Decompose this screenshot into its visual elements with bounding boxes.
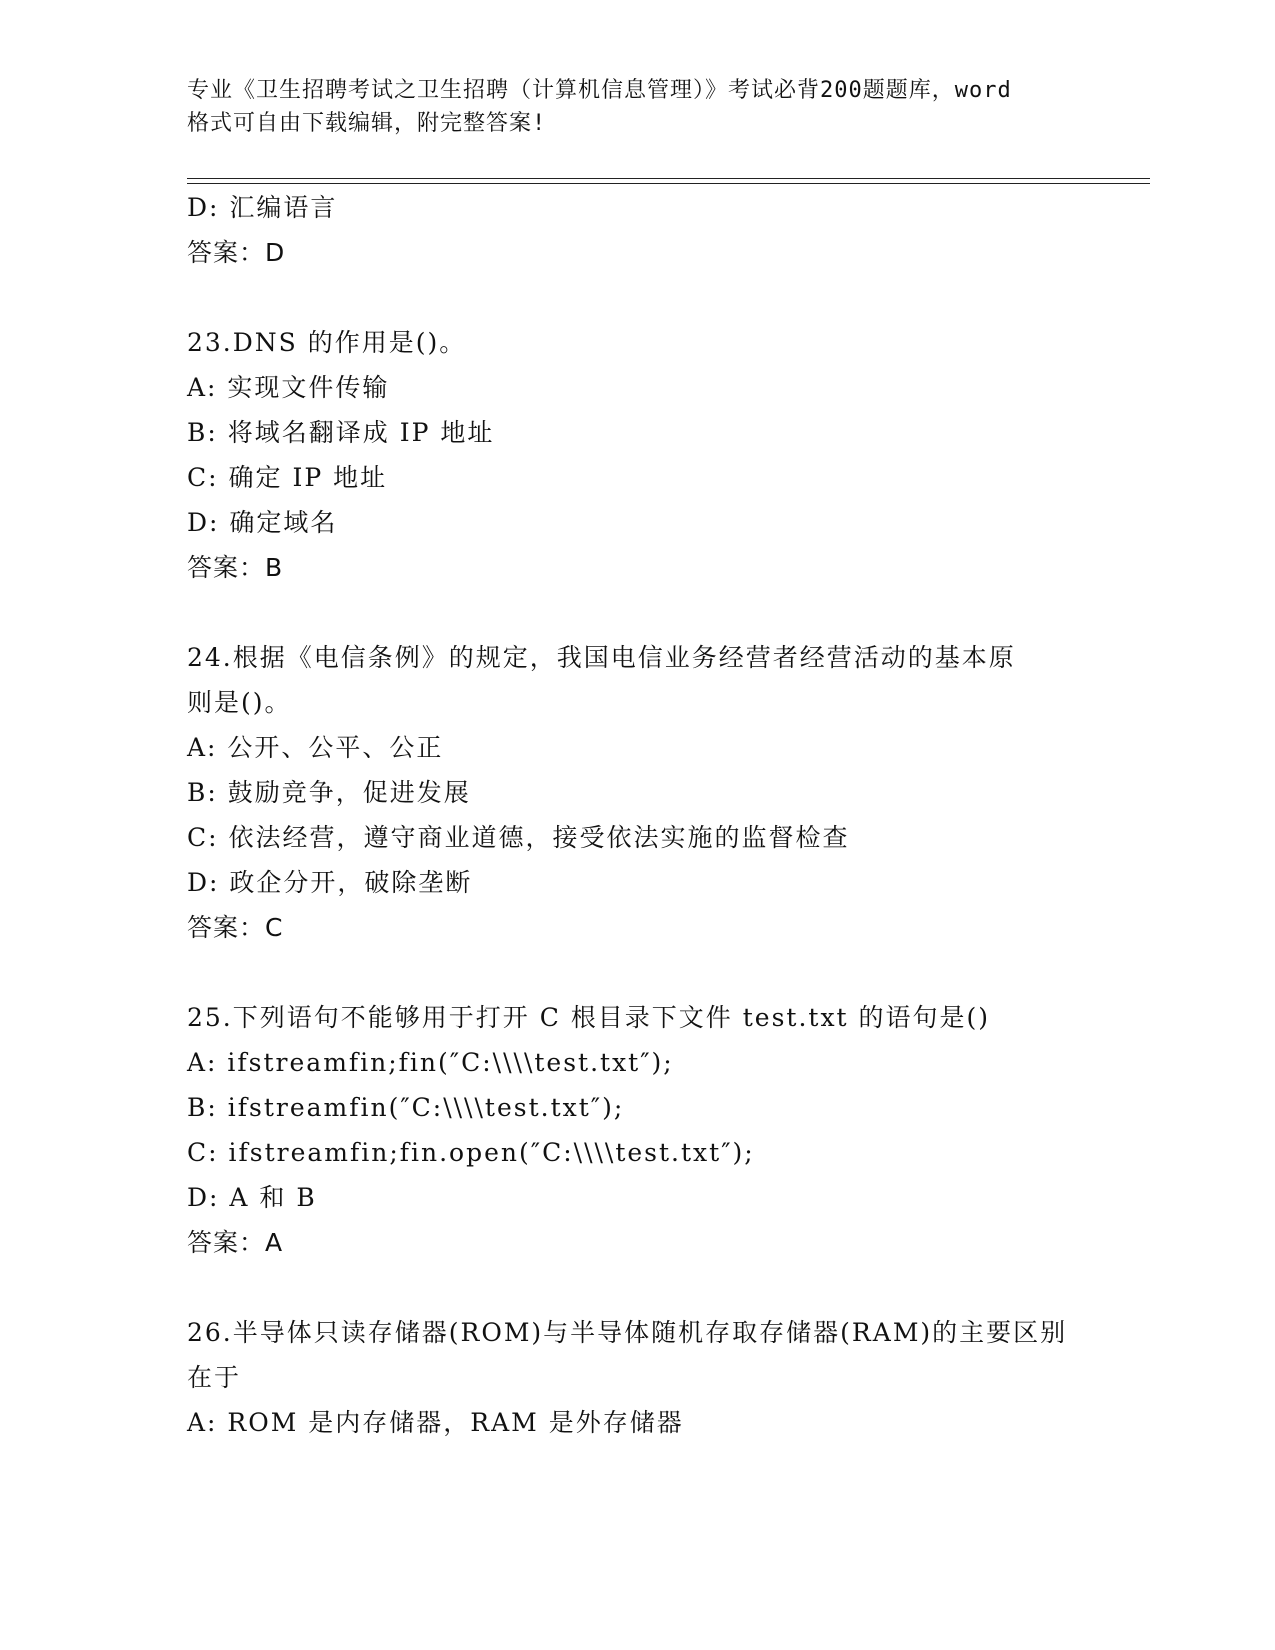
header-line-1: 专业《卫生招聘考试之卫生招聘（计算机信息管理）》考试必背200题题库，word	[187, 78, 1012, 103]
q23-option-b: B: 将域名翻译成 IP 地址	[187, 418, 495, 447]
q25-answer: 答案：A	[187, 1228, 284, 1257]
q24-option-a: A: 公开、公平、公正	[187, 733, 444, 762]
page-header	[187, 74, 1087, 140]
q25-option-a: A: ifstreamfin;fin(″C:\\\\test.txt″);	[187, 1048, 674, 1077]
q24-option-b: B: 鼓励竞争，促进发展	[187, 778, 471, 807]
q25-option-d: D: A 和 B	[187, 1183, 317, 1212]
q23-stem: 23.DNS 的作用是()。	[187, 328, 467, 357]
q24-answer: 答案：C	[187, 913, 284, 942]
q23-answer: 答案：B	[187, 553, 284, 582]
q23-option-d: D: 确定域名	[187, 508, 338, 537]
q26-stem-line-1: 26.半导体只读存储器(ROM)与半导体随机存取存储器(RAM)的主要区别	[187, 1318, 1068, 1347]
q24-stem-line-2: 则是()。	[187, 688, 292, 717]
q22-option-d: D: 汇编语言	[187, 193, 338, 222]
q24-option-c: C: 依法经营，遵守商业道德，接受依法实施的监督检查	[187, 823, 850, 852]
q22-answer: 答案：D	[187, 238, 286, 267]
header-line-2: 格式可自由下载编辑，附完整答案!	[187, 111, 547, 136]
header-rule-top	[187, 178, 1150, 179]
q25-option-c: C: ifstreamfin;fin.open(″C:\\\\test.txt″);	[187, 1138, 755, 1167]
q23-option-a: A: 实现文件传输	[187, 373, 390, 402]
q25-stem: 25.下列语句不能够用于打开 C 根目录下文件 test.txt 的语句是()	[187, 1003, 991, 1032]
q25-option-b: B: ifstreamfin(″C:\\\\test.txt″);	[187, 1093, 625, 1122]
q26-stem-line-2: 在于	[187, 1363, 242, 1392]
q24-stem-line-1: 24.根据《电信条例》的规定，我国电信业务经营者经营活动的基本原	[187, 643, 1016, 672]
header-rule-bottom	[187, 183, 1150, 184]
q24-option-d: D: 政企分开，破除垄断	[187, 868, 473, 897]
q23-option-c: C: 确定 IP 地址	[187, 463, 388, 492]
q26-option-a: A: ROM 是内存储器，RAM 是外存储器	[187, 1408, 684, 1437]
